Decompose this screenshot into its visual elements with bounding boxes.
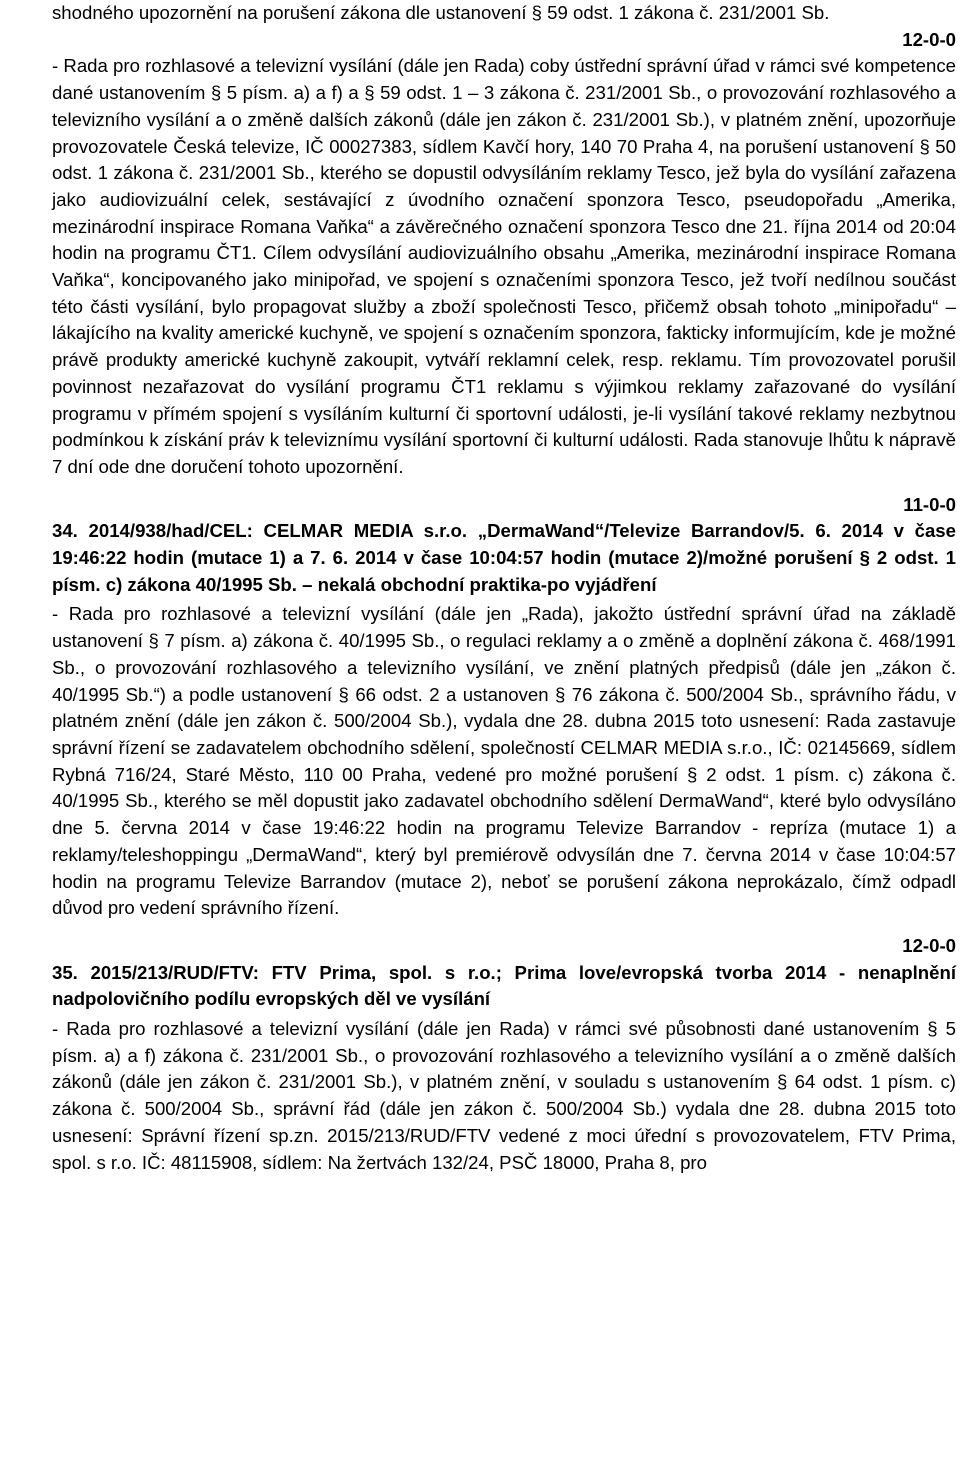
- vote-result: 11-0-0: [903, 493, 956, 515]
- item-heading-35: 35. 2015/213/RUD/FTV: FTV Prima, spol. s r.o.; Prima love/evropská tvorba 2014 - nenaplnění nadpolovičního podílu evropských děl ve vysílání: [52, 961, 956, 1010]
- continuation-paragraph: shodného upozornění na porušení zákona dle ustanovení § 59 odst. 1 zákona č. 231/2001 Sb.: [52, 2, 830, 23]
- item-34-paragraph: - Rada pro rozhlasové a televizní vysílání (dále jen „Rada), jakožto ústřední správní úřad na základě ustanovení § 7 písm. a) zákona č. 40/1995 Sb., o regulaci reklamy a o změně a doplnění zákona č. 468/1991 Sb., o provozování rozhlasového a televizního vysílání, ve znění platných předpisů (dále jen „zákon č. 40/1995 Sb.“) a podle ustanovení § 66 odst. 2 a ustanoven § 76 zákona č. 500/2004 Sb., správního řádu, v platném znění (dále jen zákon č. 500/2004 Sb.), vydala dne 28. dubna 2015 toto usnesení: Rada zastavuje správní řízení se zadavatelem obchodního sdělení, společností CELMAR MEDIA s.r.o., IČ: 02145669, sídlem Rybná 716/24, Staré Město, 110 00 Praha, vedené pro možné porušení § 2 odst. 1 písm. c) zákona č. 40/1995 Sb., kterého se měl dopustit jako zadavatel obchodního sdělení DermaWand“, které bylo odvysíláno dne 5. června 2014 v čase 19:46:22 hodin na programu Televize Barrandov - repríza (mutace 1) a reklamy/teleshoppingu „DermaWand“, který byl premiérově odvysílán dne 7. června 2014 v čase 10:04:57 hodin na programu Televize Barrandov (mutace 2), neboť se porušení zákona neprokázalo, čímž odpadl důvod pro vedení správního řízení.: [52, 603, 956, 919]
- item-heading-34: 34. 2014/938/had/CEL: CELMAR MEDIA s.r.o. „DermaWand“/Televize Barrandov/5. 6. 2014 v čase 19:46:22 hodin (mutace 1) a 7. 6. 2014 v čase 10:04:57 hodin (mutace 2)/možné porušení § 2 odst. 1 písm. c) zákona 40/1995 Sb. – nekalá obchodní praktika-po vyjádření: [52, 520, 956, 595]
- vote-result: 12-0-0: [902, 28, 956, 50]
- spacer: [52, 481, 956, 492]
- document-page: [52, 0, 956, 1176]
- spacer: [52, 922, 956, 933]
- item-35-paragraph: - Rada pro rozhlasové a televizní vysílání (dále jen Rada) v rámci své působnosti dané ustanovením § 5 písm. a) a f) zákona č. 231/2001 Sb., o provozování rozhlasového a televizního vysílání a o změně dalších zákonů (dále jen zákon č. 231/2001 Sb.), v platném znění, v souladu s ustanovením § 64 odst. 1 písm. c) zákona č. 500/2004 Sb., správní řád (dále jen zákon č. 500/2004 Sb.) vydala dne 28. dubna 2015 toto usnesení: Správní řízení sp.zn. 2015/213/RUD/FTV vedené z moci úřední s provozovatelem, FTV Prima, spol. s r.o. IČ: 48115908, sídlem: Na žertvách 132/24, PSČ 18000, Praha 8, pro: [52, 1018, 956, 1173]
- vote-result: 12-0-0: [902, 934, 956, 956]
- resolution-paragraph: - Rada pro rozhlasové a televizní vysílání (dále jen Rada) coby ústřední správní úřad v rámci své kompetence dané ustanovením § 5 písm. a) a f) a § 59 odst. 1 – 3 zákona č. 231/2001 Sb., o provozování rozhlasového a televizního vysílání a o změně dalších zákonů (dále jen zákon č. 231/2001 Sb.), v platném znění, upozorňuje provozovatele Česká televize, IČ 00027383, sídlem Kavčí hory, 140 70 Praha 4, na porušení ustanovení § 50 odst. 1 zákona č. 231/2001 Sb., kterého se dopustil odvysíláním reklamy Tesco, jež byla do vysílání zařazena jako audiovizuální celek, sestávající z úvodního označení sponzora Tesco, pseudopořadu „Amerika, mezinárodní inspirace Romana Vaňka“ a závěrečného označení sponzora Tesco dne 21. října 2014 od 20:04 hodin na programu ČT1. Cílem odvysílání audiovizuálního obsahu „Amerika, mezinárodní inspirace Romana Vaňka“, koncipovaného jako minipořad, ve spojení s označeními sponzora Tesco, jež tvoří nedílnou součást této části vysílání, bylo propagovat služby a zboží společnosti Tesco, přičemž obsah tohoto „minipořadu“ – lákajícího na kvality americké kuchyně, ve spojení s označením sponzora, fakticky informujícím, kde je možné právě produkty americké kuchyně zakoupit, vytváří reklamní celek, resp. reklamu. Tím provozovatel porušil povinnost nezařazovat do vysílání programu ČT1 reklamu s výjimkou reklamy zařazované do vysílání programu v přímém spojení s vysíláním kulturní či sportovní události, je-li vysílání takové reklamy nezbytnou podmínkou k získání práv k televiznímu vysílání sportovní či kulturní události. Rada stanovuje lhůtu k nápravě 7 dní ode dne doručení tohoto upozornění.: [52, 55, 956, 477]
